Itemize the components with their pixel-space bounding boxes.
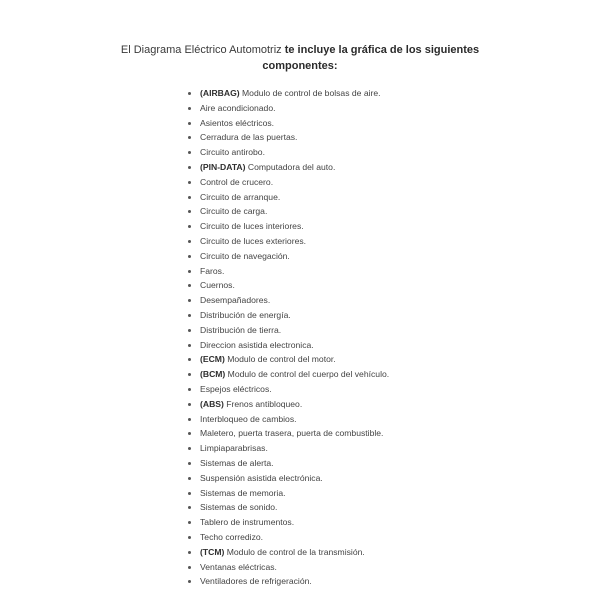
bullet-icon	[188, 270, 191, 273]
bullet-icon	[188, 181, 191, 184]
bullet-icon	[188, 151, 191, 154]
list-item	[188, 500, 548, 515]
list-item	[188, 441, 548, 456]
component-code: (ABS)	[200, 398, 224, 409]
component-description: Modulo de control del cuerpo del vehículo.	[225, 369, 390, 380]
list-item	[188, 530, 548, 545]
bullet-icon	[188, 136, 191, 139]
list-item-text	[200, 86, 381, 101]
component-description: Control de crucero.	[200, 176, 274, 187]
list-item	[188, 471, 548, 486]
list-item	[188, 145, 548, 160]
component-description: Distribución de energía.	[200, 309, 291, 320]
list-item	[188, 426, 548, 441]
list-item-text	[200, 545, 365, 560]
list-item-text	[200, 204, 267, 219]
component-description: Limpiaparabrisas.	[200, 443, 268, 454]
list-item	[188, 382, 548, 397]
component-description: Circuito de carga.	[200, 206, 268, 217]
bullet-icon	[188, 196, 191, 199]
component-description: Circuito de luces exteriores.	[200, 235, 307, 246]
list-item	[188, 574, 548, 589]
bullet-icon	[188, 299, 191, 302]
component-description: Espejos eléctricos.	[200, 383, 272, 394]
component-description: Sistemas de alerta.	[200, 457, 274, 468]
component-description: Cuernos.	[200, 280, 235, 291]
list-item	[188, 560, 548, 575]
list-item-text	[200, 219, 304, 234]
list-item	[188, 397, 548, 412]
list-item-text	[200, 264, 224, 279]
bullet-icon	[188, 536, 191, 539]
list-item	[188, 101, 548, 116]
list-item-text	[200, 278, 235, 293]
list-item	[188, 116, 548, 131]
list-item-text	[200, 323, 281, 338]
list-item	[188, 352, 548, 367]
bullet-icon	[188, 314, 191, 317]
bullet-icon	[188, 447, 191, 450]
bullet-icon	[188, 477, 191, 480]
component-code: (PIN-DATA)	[200, 161, 246, 172]
bullet-icon	[188, 255, 191, 258]
bullet-icon	[188, 566, 191, 569]
list-item	[188, 293, 548, 308]
list-item	[188, 130, 548, 145]
heading-line-1	[118, 42, 482, 58]
component-list	[188, 86, 548, 589]
list-item	[188, 190, 548, 205]
component-description: Frenos antibloqueo.	[223, 398, 303, 409]
component-description: Modulo de control de la transmisión.	[224, 546, 365, 557]
bullet-icon	[188, 462, 191, 465]
list-item	[188, 367, 548, 382]
component-description: Tablero de instrumentos.	[200, 517, 295, 528]
list-item	[188, 515, 548, 530]
list-item-text	[200, 441, 268, 456]
list-item-text	[200, 574, 312, 589]
list-item-text	[200, 175, 273, 190]
list-item-text	[200, 160, 335, 175]
list-item-text	[200, 101, 276, 116]
bullet-icon	[188, 358, 191, 361]
component-description: Circuito antirobo.	[200, 147, 265, 158]
component-description: Circuito de luces interiores.	[200, 221, 304, 232]
list-item	[188, 278, 548, 293]
heading-lead: El Diagrama Eléctrico Automotriz	[120, 44, 285, 56]
component-description: Direccion asistida electronica.	[200, 339, 314, 350]
bullet-icon	[188, 107, 191, 110]
list-item	[188, 264, 548, 279]
component-description: Maletero, puerta trasera, puerta de combustible.	[200, 428, 384, 439]
component-description: Interbloqueo de cambios.	[200, 413, 297, 424]
component-description: Circuito de navegación.	[200, 250, 290, 261]
bullet-icon	[188, 551, 191, 554]
component-description: Asientos eléctricos.	[200, 117, 275, 128]
bullet-icon	[188, 240, 191, 243]
list-item-text	[200, 116, 274, 131]
list-item	[188, 308, 548, 323]
list-item-text	[200, 367, 389, 382]
component-code: (ECM)	[200, 354, 225, 365]
bullet-icon	[188, 492, 191, 495]
bullet-icon	[188, 506, 191, 509]
list-item	[188, 219, 548, 234]
component-description: Cerradura de las puertas.	[200, 132, 298, 143]
component-description: Ventiladores de refrigeración.	[200, 576, 312, 587]
component-description: Computadora del auto.	[245, 161, 336, 172]
bullet-icon	[188, 92, 191, 95]
bullet-icon	[188, 284, 191, 287]
component-description: Faros.	[200, 265, 225, 276]
list-item	[188, 234, 548, 249]
list-item-text	[200, 249, 290, 264]
bullet-icon	[188, 166, 191, 169]
bullet-icon	[188, 122, 191, 125]
list-item-text	[200, 293, 270, 308]
component-description: Modulo de control del motor.	[224, 354, 336, 365]
list-item	[188, 486, 548, 501]
component-code: (AIRBAG)	[200, 88, 240, 98]
list-item	[188, 338, 548, 353]
component-description: Suspensión asistida electrónica.	[200, 472, 323, 483]
list-item-text	[200, 530, 263, 545]
list-item-text	[200, 308, 291, 323]
list-item-text	[200, 130, 297, 145]
heading-strong: te incluye la gráfica de los siguientes	[284, 44, 480, 56]
bullet-icon	[188, 521, 191, 524]
list-item	[188, 86, 548, 101]
page-heading	[118, 42, 482, 74]
list-item-text	[200, 145, 265, 160]
list-item-text	[200, 352, 336, 367]
list-item-text	[200, 412, 297, 427]
list-item-text	[200, 515, 294, 530]
list-item-text	[200, 486, 286, 501]
component-code: (BCM)	[200, 369, 226, 380]
list-item-text	[200, 397, 302, 412]
bullet-icon	[188, 210, 191, 213]
bullet-icon	[188, 329, 191, 332]
component-description: Desempañadores.	[200, 295, 271, 306]
list-item-text	[200, 190, 280, 205]
bullet-icon	[188, 418, 191, 421]
list-item	[188, 323, 548, 338]
list-item-text	[200, 560, 277, 575]
bullet-icon	[188, 432, 191, 435]
bullet-icon	[188, 344, 191, 347]
list-item	[188, 175, 548, 190]
bullet-icon	[188, 403, 191, 406]
heading-strong-2: componentes:	[262, 60, 338, 72]
component-description: Circuito de arranque.	[200, 191, 281, 202]
component-description: Sistemas de memoria.	[200, 487, 286, 498]
component-description: Distribución de tierra.	[200, 324, 282, 335]
list-item-text	[200, 338, 314, 353]
list-item-text	[200, 500, 277, 515]
list-item	[188, 204, 548, 219]
list-item-text	[200, 382, 272, 397]
component-description: Sistemas de sonido.	[200, 502, 278, 513]
list-item	[188, 160, 548, 175]
list-item-text	[200, 471, 323, 486]
bullet-icon	[188, 388, 191, 391]
component-description: Aire acondicionado.	[200, 102, 276, 113]
component-description: Ventanas eléctricas.	[200, 561, 277, 572]
component-description: Modulo de control de bolsas de aire.	[239, 88, 381, 98]
bullet-icon	[188, 373, 191, 376]
component-description: Techo corredizo.	[200, 531, 264, 542]
bullet-icon	[188, 580, 191, 583]
list-item	[188, 545, 548, 560]
list-item	[188, 456, 548, 471]
list-item	[188, 412, 548, 427]
component-code: (TCM)	[200, 546, 225, 557]
heading-line-2	[118, 58, 482, 74]
list-item-text	[200, 456, 274, 471]
list-item	[188, 249, 548, 264]
bullet-icon	[188, 225, 191, 228]
list-item-text	[200, 234, 306, 249]
list-item-text	[200, 426, 383, 441]
